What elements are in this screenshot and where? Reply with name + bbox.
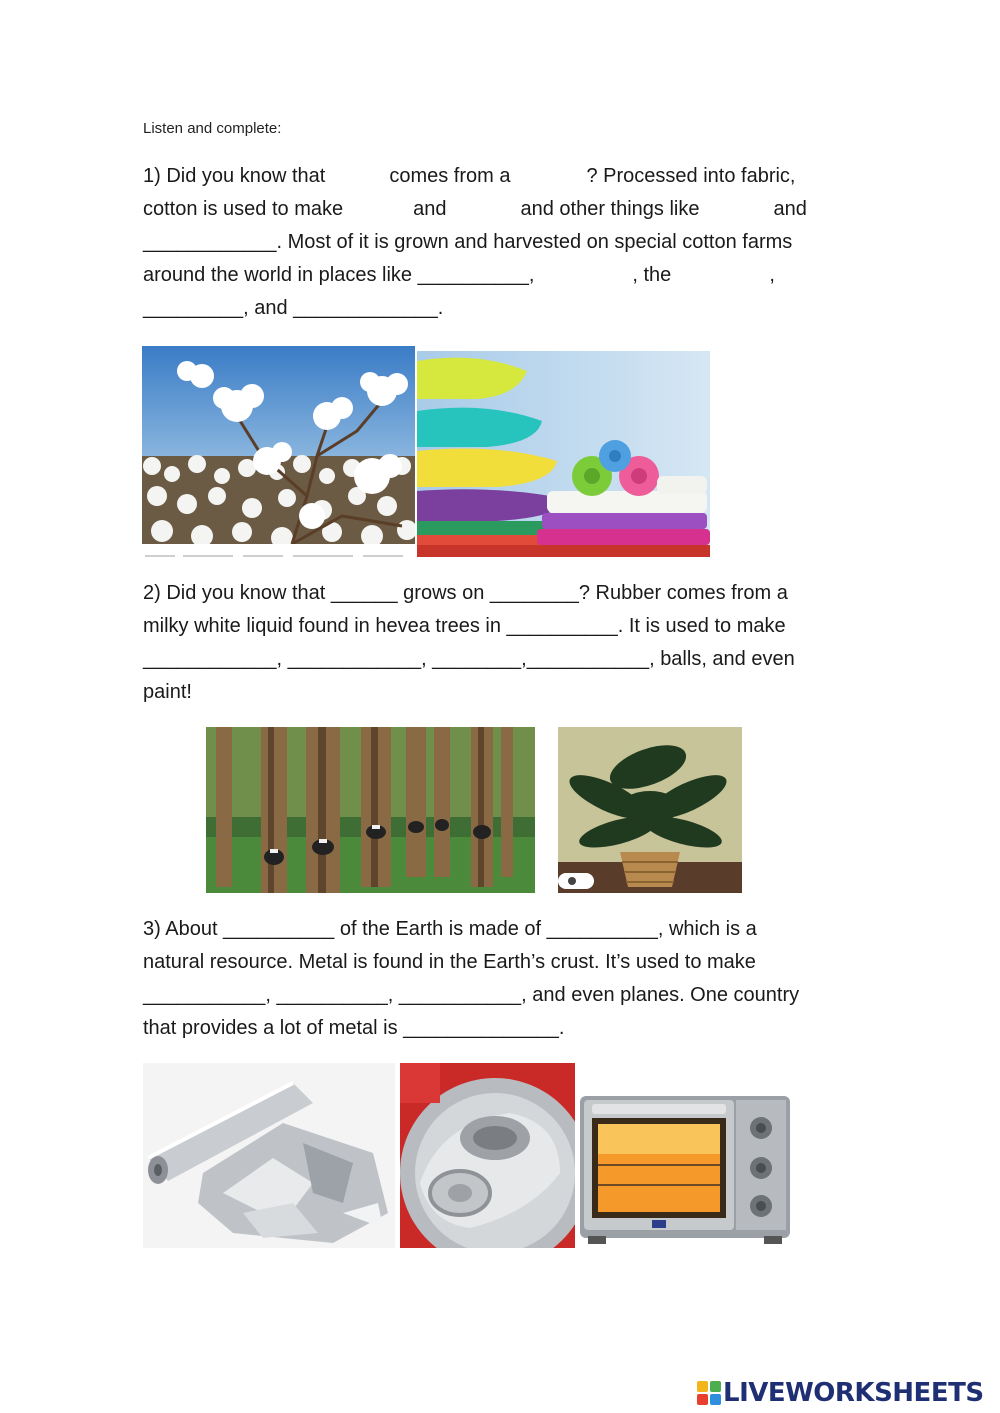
question-3 bbox=[143, 913, 863, 1045]
q1-text: comes from a bbox=[389, 165, 511, 187]
q1-text: cotton is used to make bbox=[143, 198, 344, 220]
soda-can-tab-image bbox=[400, 1063, 575, 1248]
pillows-towels-image bbox=[417, 351, 710, 557]
q2-line-3: ____________, ____________, ________,___________, balls, and even bbox=[143, 648, 795, 670]
potted-rubber-plant-image bbox=[558, 727, 742, 893]
liveworksheets-logo-icon bbox=[697, 1381, 721, 1405]
q1-line-5: _________, and _____________. bbox=[143, 297, 444, 319]
q1-line-2 bbox=[143, 193, 863, 226]
question-2 bbox=[143, 577, 863, 709]
q1-text: around the world in places like __________, bbox=[143, 264, 535, 286]
q1-text: and other things like bbox=[520, 198, 700, 220]
q1-line-1 bbox=[143, 160, 863, 193]
q1-text: ? Processed into fabric, bbox=[586, 165, 796, 187]
rubber-trees-image bbox=[206, 727, 535, 893]
q2-line-1: 2) Did you know that ______ grows on ________? Rubber comes from a bbox=[143, 582, 788, 604]
toaster-oven-image bbox=[578, 1090, 792, 1248]
image-caption-residue bbox=[143, 552, 413, 560]
q1-text: and bbox=[413, 198, 447, 220]
q1-line-3: ____________. Most of it is grown and harvested on special cotton farms bbox=[143, 231, 793, 253]
q3-line-3: ___________, __________, ___________, and even planes. One country bbox=[143, 984, 800, 1006]
q1-text: 1) Did you know that bbox=[143, 165, 326, 187]
instruction-text: Listen and complete: bbox=[143, 120, 282, 137]
q1-text: , the bbox=[632, 264, 672, 286]
question-1 bbox=[143, 160, 863, 325]
q2-line-2: milky white liquid found in hevea trees in __________. It is used to make bbox=[143, 615, 786, 637]
q3-line-2: natural resource. Metal is found in the Earth’s crust. It’s used to make bbox=[143, 951, 756, 973]
brand-name: LIVEWORKSHEETS bbox=[723, 1378, 984, 1408]
q1-line-4 bbox=[143, 259, 863, 292]
q3-line-4: that provides a lot of metal is ______________. bbox=[143, 1017, 565, 1039]
q2-line-4: paint! bbox=[143, 681, 192, 703]
liveworksheets-brand bbox=[697, 1378, 984, 1408]
q3-line-1: 3) About __________ of the Earth is made of __________, which is a bbox=[143, 918, 757, 940]
q1-text: and bbox=[773, 198, 807, 220]
q1-text: , bbox=[769, 264, 775, 286]
aluminium-foil-image bbox=[143, 1063, 395, 1248]
cotton-plant-image bbox=[142, 346, 415, 544]
